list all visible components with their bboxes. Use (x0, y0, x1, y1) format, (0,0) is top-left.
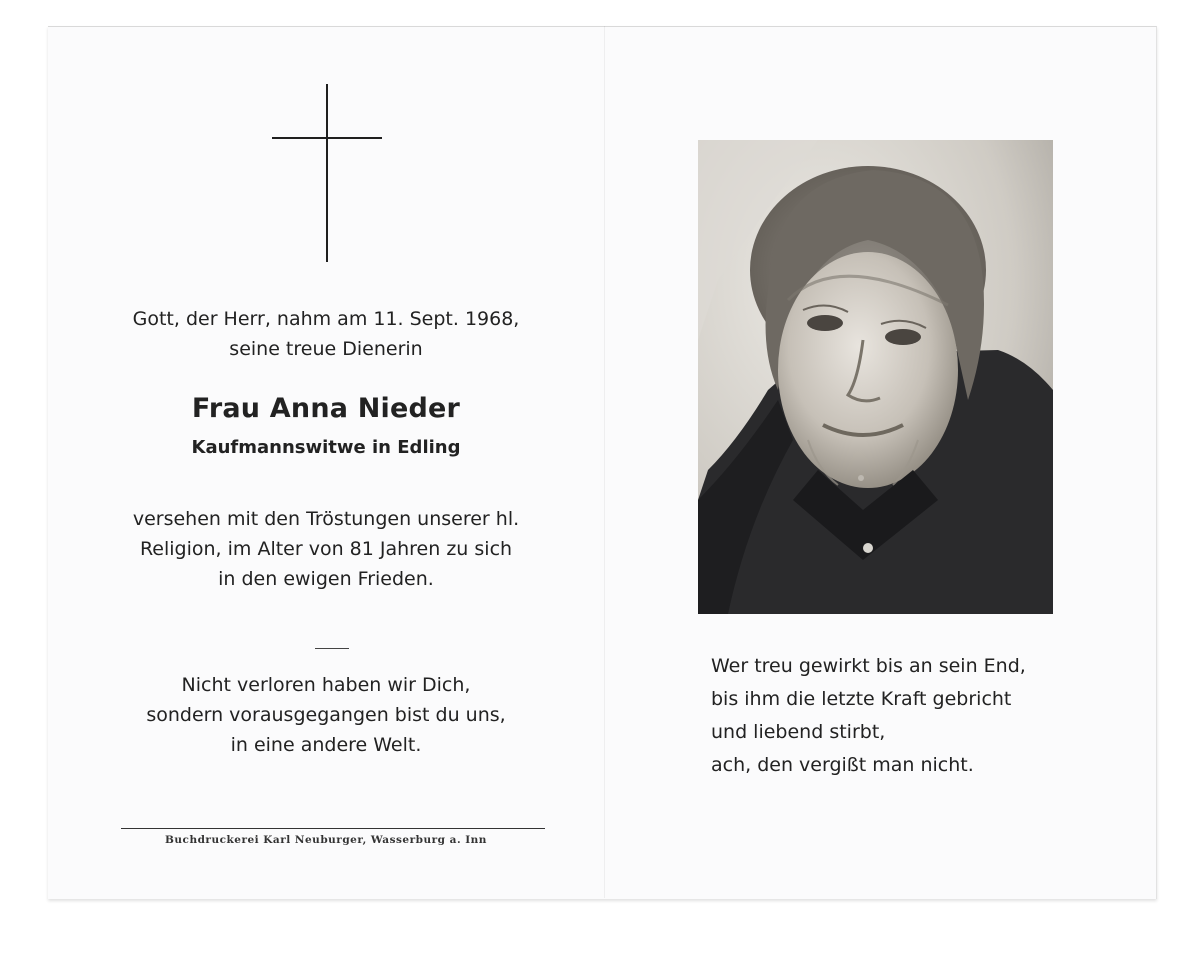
deceased-occupation: Kaufmannswitwe in Edling (191, 437, 461, 458)
body-text (48, 504, 604, 594)
verse-line: ach, den vergißt man nicht. (711, 754, 974, 776)
printer-rule (121, 828, 545, 829)
verse-line: und liebend stirbt, (711, 721, 886, 743)
verse-line: in eine andere Welt. (230, 734, 422, 756)
deceased-name: Frau Anna Nieder (191, 393, 461, 424)
left-verse (48, 670, 604, 760)
body-line: Religion, im Alter von 81 Jahren zu sich (139, 538, 513, 560)
intro-line: Gott, der Herr, nahm am 11. Sept. 1968, (132, 308, 520, 330)
left-page (48, 26, 604, 898)
divider (315, 648, 349, 649)
portrait-photo (698, 140, 1053, 614)
body-line: versehen mit den Tröstungen unserer hl. (132, 508, 520, 530)
printer-imprint: Buchdruckerei Karl Neuburger, Wasserburg a. Inn (165, 834, 487, 846)
verse-line: Wer treu gewirkt bis an sein End, (711, 655, 1026, 677)
verse-line: bis ihm die letzte Kraft gebricht (711, 688, 1012, 710)
cross-icon (272, 84, 382, 262)
right-page (605, 26, 1156, 898)
portrait-image (698, 140, 1053, 614)
intro-line: seine treue Dienerin (229, 338, 423, 360)
intro-text (48, 304, 604, 364)
right-verse (711, 650, 1026, 782)
verse-line: sondern vorausgegangen bist du uns, (146, 704, 506, 726)
body-line: in den ewigen Frieden. (218, 568, 434, 590)
verse-line: Nicht verloren haben wir Dich, (181, 674, 471, 696)
